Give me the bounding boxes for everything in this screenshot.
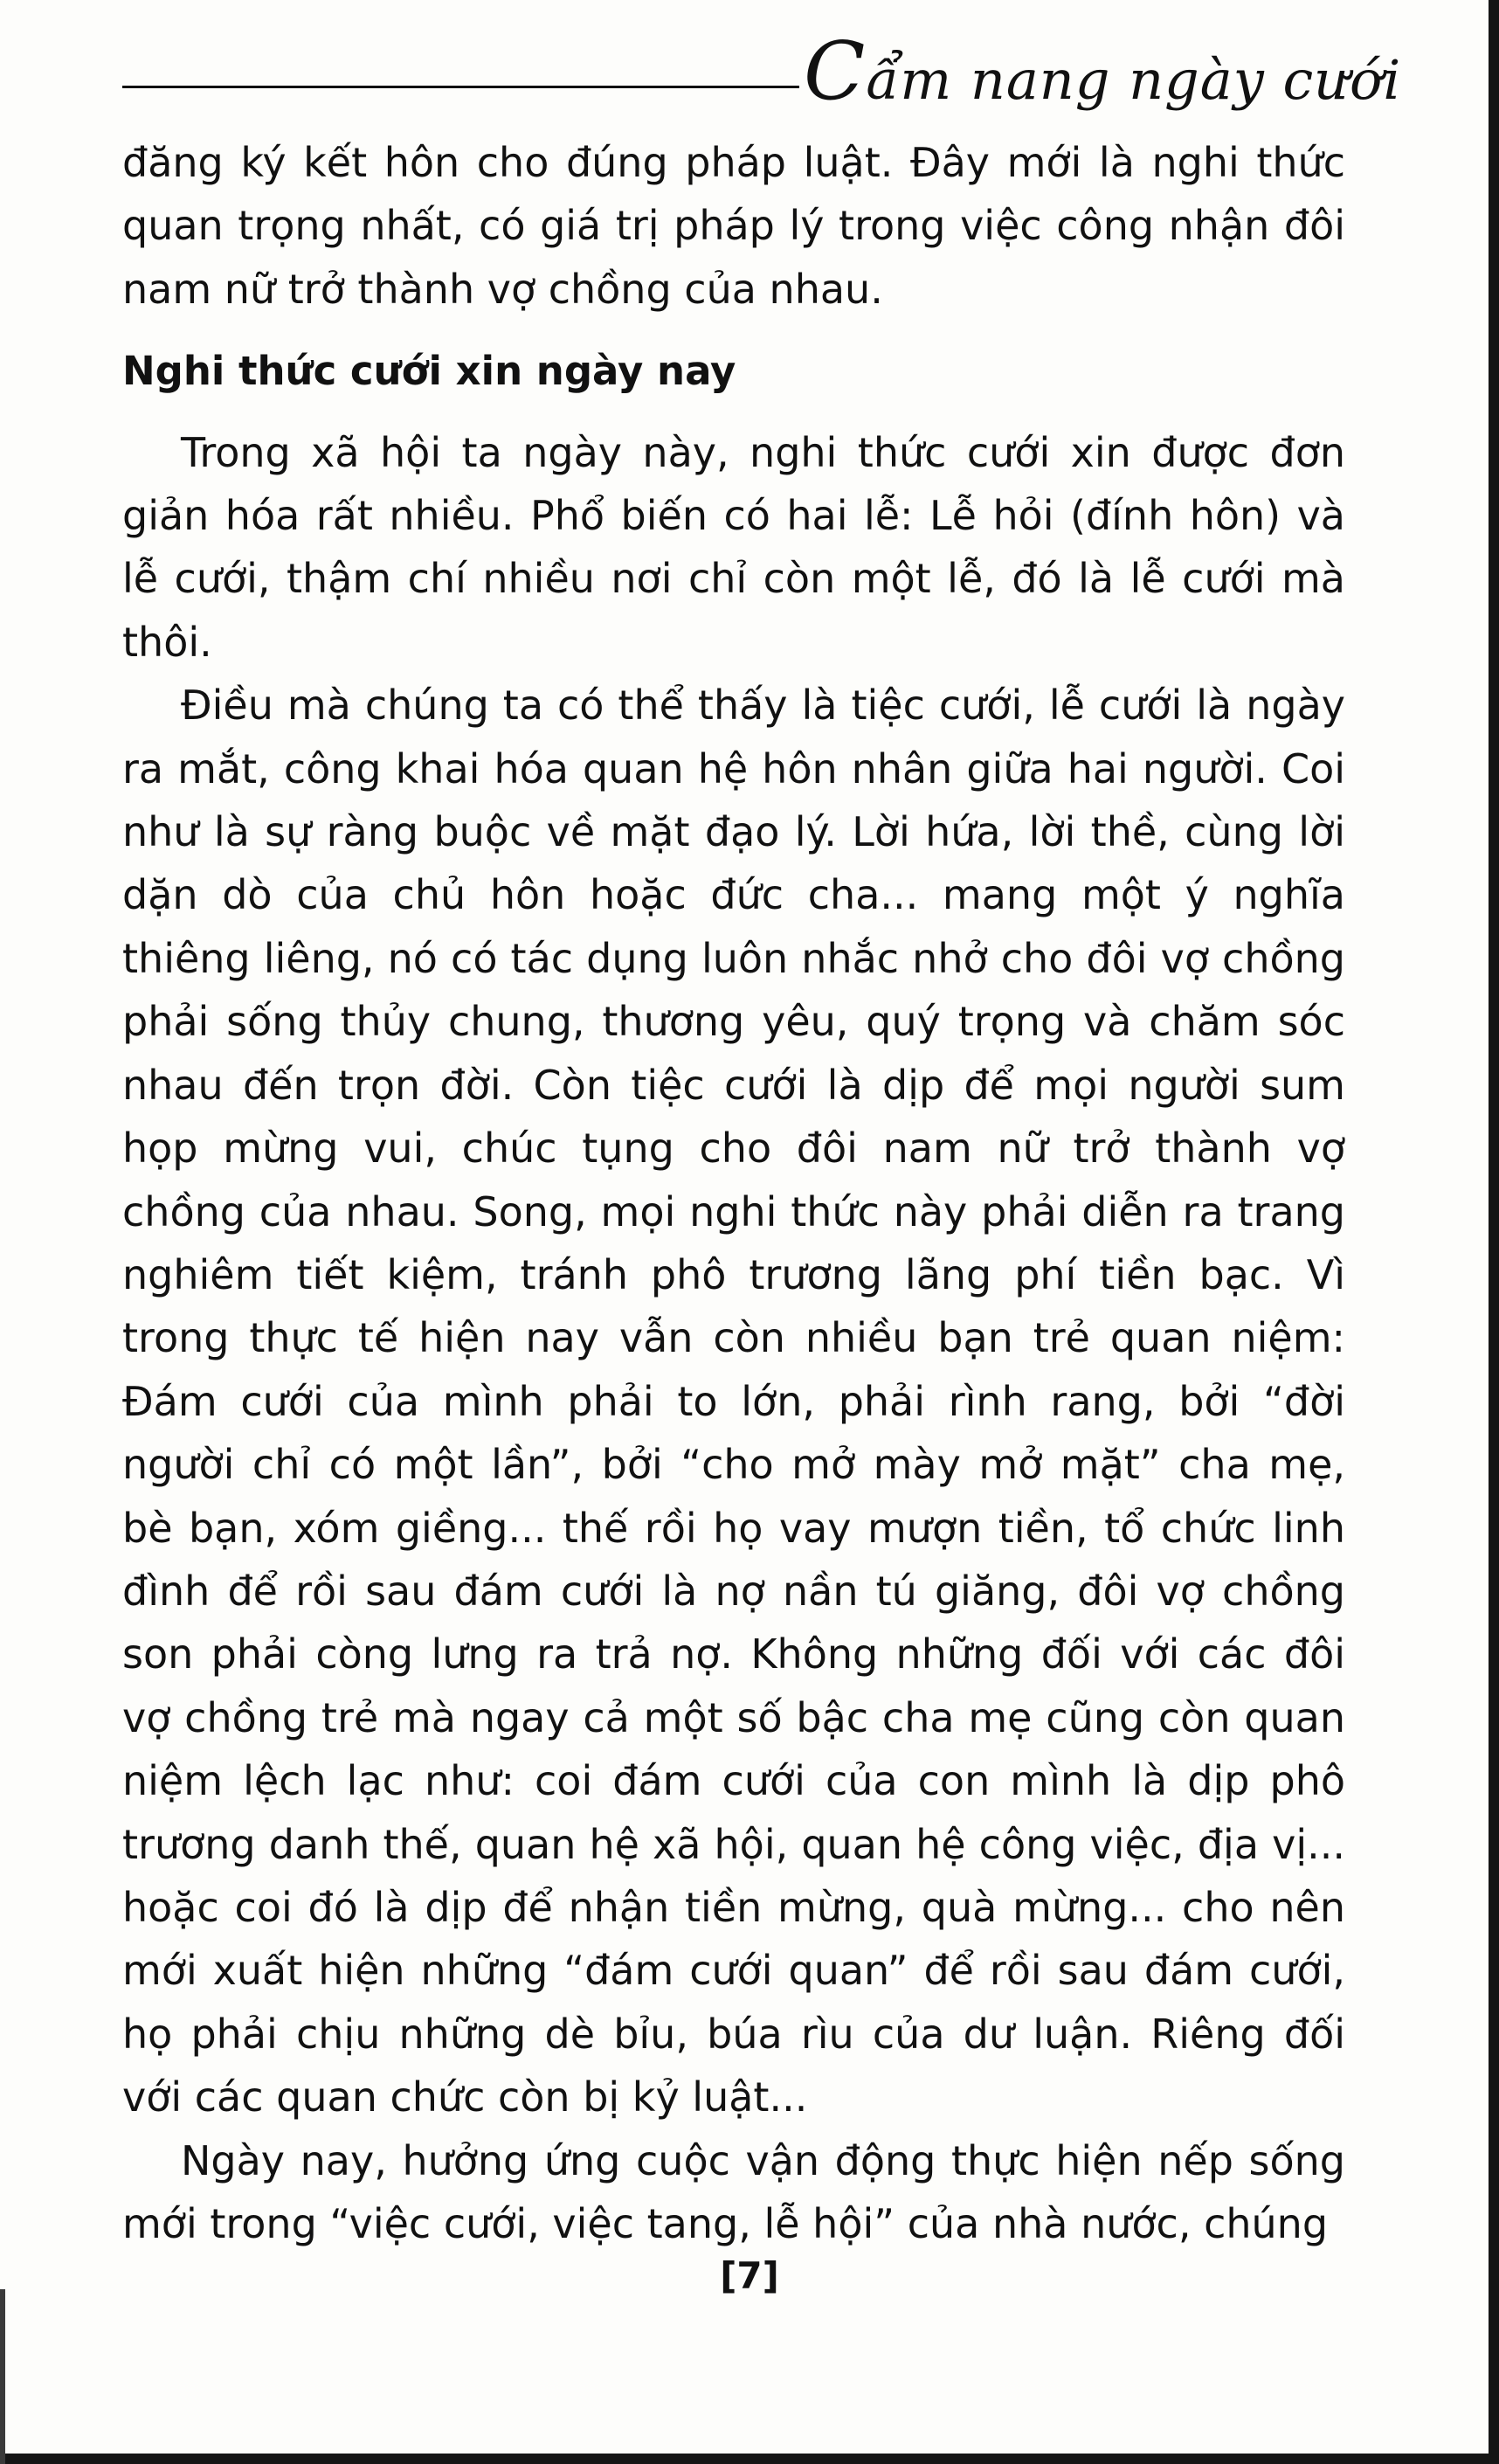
book-title-rest: ẩm nang ngày cưới [866,48,1402,112]
page-number: [7] [720,2254,779,2297]
header-rule [122,86,799,88]
scan-edge-bottom [0,2454,1499,2464]
section-heading: Nghi thức cưới xin ngày nay [122,348,736,395]
paragraph-1: Trong xã hội ta ngày này, nghi thức cưới xin được đơn giản hóa rất nhiều. Phổ biến có hai lễ: Lễ hỏi (đính hôn) và lễ cưới, thậm chí nhiều nơi chỉ còn một lễ, đó là lễ cưới mà thôi. [122,428,1345,666]
book-title [804,24,1401,118]
running-header [122,17,1402,118]
paragraph-2: Điều mà chúng ta có thể thấy là tiệc cưới, lễ cưới là ngày ra mắt, công khai hóa quan hệ hôn nhân giữa hai người. Coi như là sự ràng buộc về mặt đạo lý. Lời hứa, lời thề, cùng lời dặn dò của chủ hôn hoặc đức cha... mang một ý nghĩa thiêng liêng, nó có tác dụng luôn nhắc nhở cho đôi vợ chồng phải sống thủy chung, thương yêu, quý trọng và chăm sóc nhau đến trọn đời. Còn tiệc cưới là dịp để mọi người sum họp mừng vui, chúc tụng cho đôi nam nữ trở thành vợ chồng của nhau. Song, mọi nghi thức này phải diễn ra trang nghiêm tiết kiệm, tránh phô trương lãng phí tiền bạc. Vì trong thực tế hiện nay vẫn còn nhiều bạn trẻ quan niệm: Đám cưới của mình phải to lớn, phải rình rang, bởi “đời người chỉ có một lần”, bởi “cho mở mày mở mặt” cha mẹ, bè bạn, xóm giềng... thế rồi họ vay mượn tiền, tổ chức linh đình để rồi sau đám cưới là nợ nần tú giăng, đôi vợ chồng son phải còng lưng ra trả nợ. Không những đối với các đôi vợ chồng trẻ mà ngay cả một số bậc cha mẹ cũng còn quan niệm lệch lạc như: coi đám cưới của con mình là dịp phô trương danh thế, quan hệ xã hội, quan hệ công việc, địa vị... hoặc coi đó là dịp để nhận tiền mừng, quà mừng... cho nên mới xuất hiện những “đám cưới quan” để rồi sau đám cưới, họ phải chịu những dè bỉu, búa rìu của dư luận. Riêng đối với các quan chức còn bị kỷ luật... [122,682,1345,2121]
paragraph-3: Ngày nay, hưởng ứng cuộc vận động thực hiện nếp sống mới trong “việc cưới, việc tang, lễ hội” của nhà nước, chúng [122,2136,1345,2247]
intro-paragraph: đăng ký kết hôn cho đúng pháp luật. Đây mới là nghi thức quan trọng nhất, có giá trị pháp lý trong việc công nhận đôi nam nữ trở thành vợ chồng của nhau. [122,139,1345,313]
page-body [122,131,1345,2255]
scan-edge-left [0,2289,5,2464]
scan-edge-right [1489,0,1499,2464]
book-title-initial: C [804,24,867,118]
